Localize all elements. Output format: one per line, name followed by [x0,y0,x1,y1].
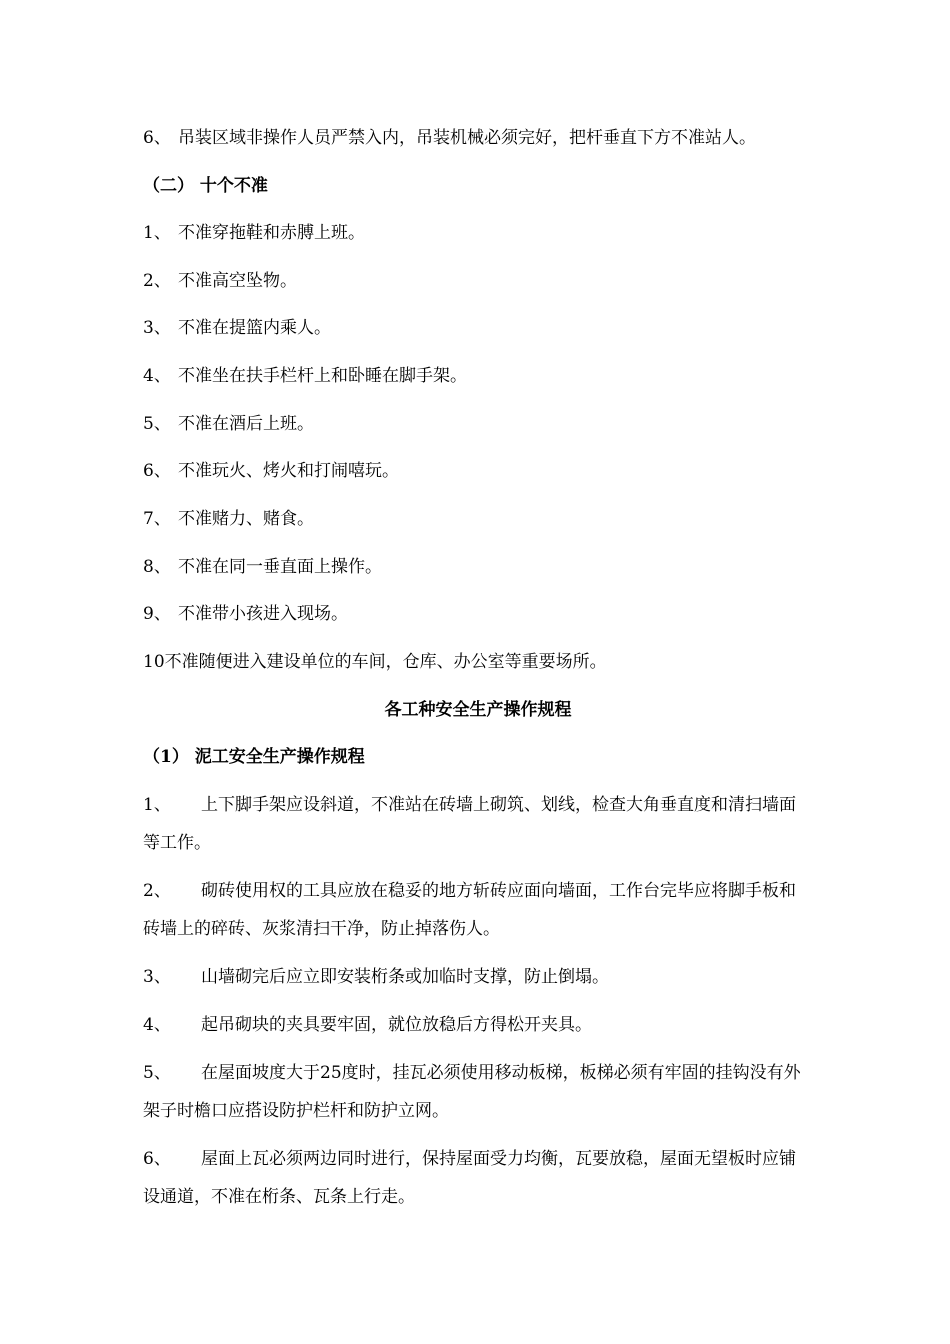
rule-paragraph [143,1006,811,1044]
rule-number: 6、 [143,1149,171,1169]
subsection-heading: （1） 泥工安全生产操作规程 [143,747,365,767]
rule-text: 砌砖使用权的工具应放在稳妥的地方斩砖应面向墙面，工作台完毕应将脚手板和砖墙上的碎砖、灰浆清扫干净，防止掉落伤人。 [143,881,796,939]
item-number: 4、 [143,366,171,386]
item-number: 5、 [143,414,171,434]
list-item [143,507,813,531]
item-text: 不准赌力、赌食。 [178,509,314,529]
rule-text: 起吊砌块的夹具要牢固，就位放稳后方得松开夹具。 [201,1015,592,1035]
item-number: 6、 [143,461,171,481]
item-number: 6、 [143,128,171,148]
list-item [143,459,813,483]
rule-text: 山墙砌完后应立即安装桁条或加临时支撑，防止倒塌。 [201,967,609,987]
item-text: 不准穿拖鞋和赤膊上班。 [178,223,365,243]
list-item [143,221,813,245]
section-heading-ten-prohibitions: （二） 十个不准 [143,176,268,196]
rule-paragraph [143,958,811,996]
item-number: 7、 [143,509,171,529]
item-number: 8、 [143,557,171,577]
rule-text: 上下脚手架应设斜道，不准站在砖墙上砌筑、划线，检查大角垂直度和清扫墙面等工作。 [143,795,796,853]
item-number: 1、 [143,223,171,243]
list-item [143,412,813,436]
rule-text: 在屋面坡度大于25度时，挂瓦必须使用移动板梯，板梯必须有牢固的挂钩没有外架子时檐口应搭设防护栏杆和防护立网。 [143,1063,801,1121]
item-text: 不准坐在扶手栏杆上和卧睡在脚手架。 [178,366,467,386]
list-item [143,364,813,388]
list-item [143,126,813,150]
rule-paragraph [143,786,811,862]
rule-number: 4、 [143,1015,171,1035]
rule-number: 2、 [143,881,171,901]
rule-number: 1、 [143,795,171,815]
item-text: 不准在同一垂直面上操作。 [178,557,382,577]
list-item [143,555,813,579]
item-text: 不准高空坠物。 [178,271,297,291]
rule-paragraph [143,1054,811,1130]
item-text: 不准在提篮内乘人。 [178,318,331,338]
item-text: 吊装区域非操作人员严禁入内，吊装机械必须完好，把杆垂直下方不准站人。 [178,128,756,148]
list-item [143,269,813,293]
item-number: 9、 [143,604,171,624]
list-item [143,650,813,674]
rule-paragraph [143,1140,811,1216]
item-text: 不准在酒后上班。 [178,414,314,434]
section-title: 各工种安全生产操作规程 [384,700,572,720]
rule-paragraph [143,872,811,948]
list-item [143,316,813,340]
item-text: 不准带小孩进入现场。 [178,604,348,624]
item-number: 3、 [143,318,171,338]
list-item [143,602,813,626]
rule-text: 屋面上瓦必须两边同时进行，保持屋面受力均衡，瓦要放稳，屋面无望板时应铺设通道，不准在桁条、瓦条上行走。 [143,1149,796,1207]
item-text: 不准玩火、烤火和打闹嘻玩。 [178,461,399,481]
rule-number: 5、 [143,1063,171,1083]
item-text: 10不准随便进入建设单位的车间，仓库、办公室等重要场所。 [143,652,607,672]
rule-number: 3、 [143,967,171,987]
item-number: 2、 [143,271,171,291]
